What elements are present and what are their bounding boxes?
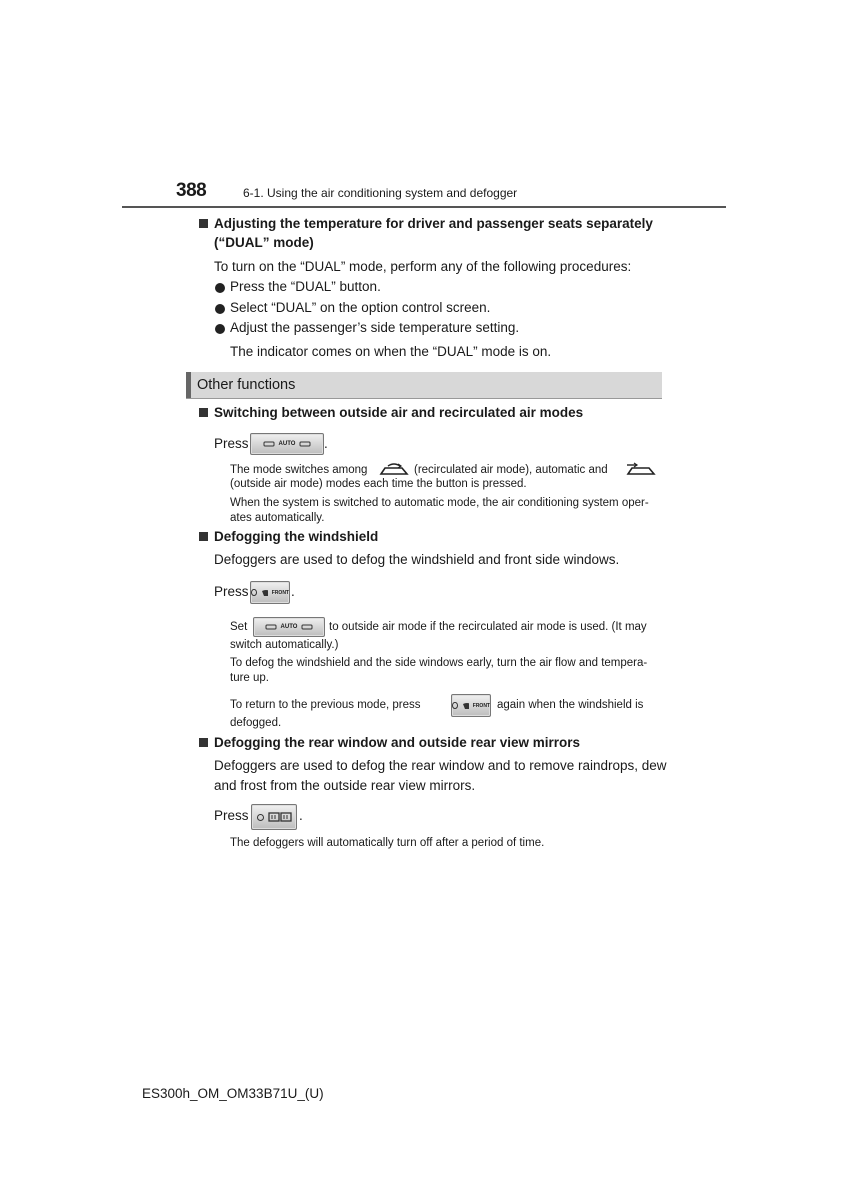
bullet-icon	[215, 304, 225, 314]
recirc-car-icon	[263, 440, 275, 448]
windshield-set-part-c: switch automatically.)	[230, 639, 339, 651]
recirc-heading: Switching between outside air and recirculated air modes	[214, 405, 584, 420]
rear-body-line1: Defoggers are used to defog the rear window and to remove raindrops, dew	[214, 758, 667, 773]
outside-air-icon	[625, 462, 657, 478]
bullet-icon	[215, 324, 225, 334]
dual-heading	[214, 214, 658, 252]
dual-bullet-3: Adjust the passenger’s side temperature setting.	[230, 320, 520, 335]
recirc-note-1-part-a: The mode switches among	[230, 464, 368, 476]
windshield-body: Defoggers are used to defog the windshield and front side windows.	[214, 552, 620, 567]
windshield-defogger-button[interactable]	[250, 581, 290, 604]
air-intake-button[interactable]	[253, 617, 325, 637]
dual-intro: To turn on the “DUAL” mode, perform any of the following procedures:	[214, 259, 632, 274]
auto-label: AUTO	[278, 441, 296, 447]
outside-car-icon	[301, 623, 313, 631]
square-bullet-icon	[199, 408, 208, 417]
section-title: 6-1. Using the air conditioning system and defogger	[243, 186, 518, 200]
auto-label: AUTO	[280, 624, 298, 630]
footer-code: ES300h_OM_OM33B71U_(U)	[142, 1086, 324, 1101]
windshield-set-part-a: Set	[230, 621, 248, 633]
front-label: FRONT	[271, 589, 289, 596]
recirc-note-1-part-b: (recirculated air mode), automatic and	[414, 464, 608, 476]
rear-heading: Defogging the rear window and outside rear view mirrors	[214, 735, 581, 750]
air-intake-button[interactable]	[250, 433, 324, 455]
recirculated-air-icon	[378, 462, 410, 478]
windshield-press-label: Press	[214, 584, 249, 599]
windshield-early-line2: ture up.	[230, 672, 269, 684]
recirc-note-2-line1: When the system is switched to automatic mode, the air conditioning system oper-	[230, 497, 649, 509]
header-rule	[122, 206, 726, 208]
windshield-set-part-b: to outside air mode if the recirculated air mode is used. (It may	[329, 621, 647, 633]
square-bullet-icon	[199, 219, 208, 228]
front-label: FRONT	[472, 702, 490, 709]
dual-bullet-2: Select “DUAL” on the option control screen.	[230, 300, 491, 315]
dual-bullet-1: Press the “DUAL” button.	[230, 279, 381, 294]
windshield-early-line1: To defog the windshield and the side windows early, turn the air flow and tempera-	[230, 657, 648, 669]
square-bullet-icon	[199, 738, 208, 747]
rear-note: The defoggers will automatically turn off after a period of time.	[230, 837, 545, 849]
windshield-icon	[462, 702, 469, 710]
indicator-icon	[452, 702, 458, 709]
square-bullet-icon	[199, 532, 208, 541]
bullet-icon	[215, 283, 225, 293]
period: .	[291, 584, 295, 599]
indicator-icon	[251, 589, 257, 596]
dual-heading-line2: (“DUAL” mode)	[214, 235, 314, 250]
period: .	[324, 436, 328, 451]
rear-window-defogger-icon	[268, 811, 292, 823]
windshield-heading: Defogging the windshield	[214, 529, 379, 544]
recirc-note-1-part-c: (outside air mode) modes each time the button is pressed.	[230, 478, 527, 490]
other-functions-title: Other functions	[197, 377, 296, 393]
windshield-defogger-button[interactable]	[451, 694, 491, 717]
rear-body-line2: and frost from the outside rear view mirrors.	[214, 778, 476, 793]
recirc-press-label: Press	[214, 436, 249, 451]
page-number: 388	[176, 180, 207, 201]
recirc-note-2-line2: ates automatically.	[230, 512, 325, 524]
recirc-car-icon	[265, 623, 277, 631]
outside-car-icon	[299, 440, 311, 448]
other-functions-bar-mark	[186, 372, 191, 398]
indicator-icon	[257, 814, 264, 821]
period: .	[299, 808, 303, 823]
windshield-return-part-b: again when the windshield is	[497, 699, 644, 711]
rear-press-label: Press	[214, 808, 249, 823]
windshield-return-part-c: defogged.	[230, 717, 282, 729]
windshield-icon	[261, 589, 268, 597]
dual-heading-line1: Adjusting the temperature for driver and passenger seats separately	[214, 216, 653, 231]
dual-note: The indicator comes on when the “DUAL” mode is on.	[230, 344, 552, 359]
rear-defogger-button[interactable]	[251, 804, 297, 830]
windshield-return-part-a: To return to the previous mode, press	[230, 699, 421, 711]
